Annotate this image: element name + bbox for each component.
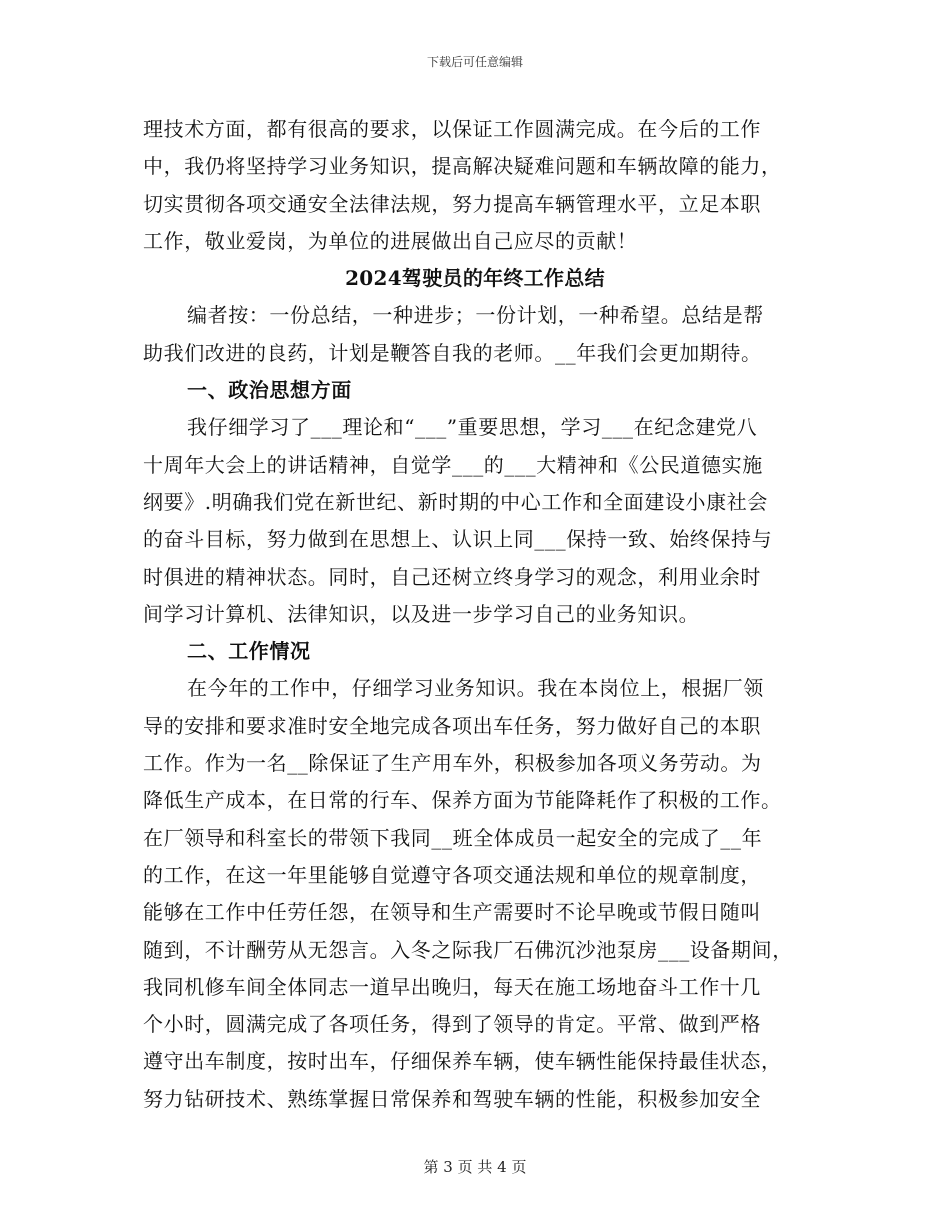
paragraph-line: 工作，敬业爱岗，为单位的进展做出自己应尽的贡献！ <box>143 228 638 253</box>
paragraph-line: 导的安排和要求准时安全地完成各项出车任务，努力做好自己的本职 <box>143 713 761 738</box>
paragraph-line: 努力钻研技术、熟练掌握日常保养和驾驶车辆的性能，积极参加安全 <box>143 1086 761 1111</box>
paragraph-line: 遵守出车制度，按时出车，仔细保养车辆，使车辆性能保持最佳状态， <box>143 1049 782 1074</box>
document-title: 2024驾驶员的年终工作总结 <box>345 266 605 291</box>
intro-line: 助我们改进的良药，计划是鞭答自我的老师。__年我们会更加期待。 <box>143 340 762 365</box>
paragraph-line: 纲要》.明确我们党在新世纪、新时期的中心工作和全面建设小康社会 <box>143 489 768 514</box>
paragraph-line: 能够在工作中任劳任怨，在领导和生产需要时不论早晚或节假日随叫 <box>143 900 761 925</box>
paragraph-line: 理技术方面，都有很高的要求，以保证工作圆满完成。在今后的工作 <box>143 117 761 141</box>
paragraph-line: 的奋斗目标，努力做到在思想上、认识上同___保持一致、始终保持与 <box>143 527 773 552</box>
paragraph-line: 时俱进的精神状态。同时，自己还树立终身学习的观念，利用业余时 <box>143 564 761 589</box>
paragraph-line: 降低生产成本，在日常的行车、保养方面为节能降耗作了积极的工作。 <box>143 788 782 813</box>
paragraph-line: 在今年的工作中，仔细学习业务知识。我在本岗位上，根据厂领 <box>187 676 764 701</box>
paragraph-line: 个小时，圆满完成了各项任务，得到了领导的肯定。平常、做到严格 <box>143 1012 761 1037</box>
intro-line: 编者按：一份总结，一种进步；一份计划，一种希望。总结是帮 <box>187 303 764 328</box>
paragraph-line: 十周年大会上的讲话精神，自觉学___的___大精神和《公民道德实施 <box>143 452 763 477</box>
paragraph-line: 的工作，在这一年里能够自觉遵守各项交通法规和单位的规章制度， <box>143 862 761 887</box>
paragraph-line: 我仔细学习了___理论和“___”重要思想，学习___在纪念建党八 <box>187 415 758 440</box>
paragraph-line: 在厂领导和科室长的带领下我同__班全体成员一起安全的完成了__年 <box>143 825 763 850</box>
page-number-footer: 第 3 页 共 4 页 <box>423 1158 527 1176</box>
paragraph-line: 我同机修车间全体同志一道早出晚归，每天在施工场地奋斗工作十几 <box>143 974 761 999</box>
paragraph-line: 中，我仍将坚持学习业务知识，提高解决疑难问题和车辆故障的能力， <box>143 154 782 179</box>
document-body <box>143 111 807 1118</box>
paragraph-line: 工作。作为一名__除保证了生产用车外，积极参加各项义务劳动。为 <box>143 751 762 776</box>
paragraph-line: 切实贯彻各项交通安全法律法规，努力提高车辆管理水平，立足本职 <box>143 191 761 216</box>
paragraph-line: 随到，不计酬劳从无怨言。入冬之际我厂石佛沉沙池泵房___设备期间， <box>143 937 793 962</box>
section-heading-work: 二、工作情况 <box>187 639 311 664</box>
header-note: 下载后可任意编辑 <box>426 55 523 69</box>
section-heading-politics: 一、政治思想方面 <box>187 378 352 403</box>
paragraph-line: 间学习计算机、法律知识，以及进一步学习自己的业务知识。 <box>143 601 700 626</box>
